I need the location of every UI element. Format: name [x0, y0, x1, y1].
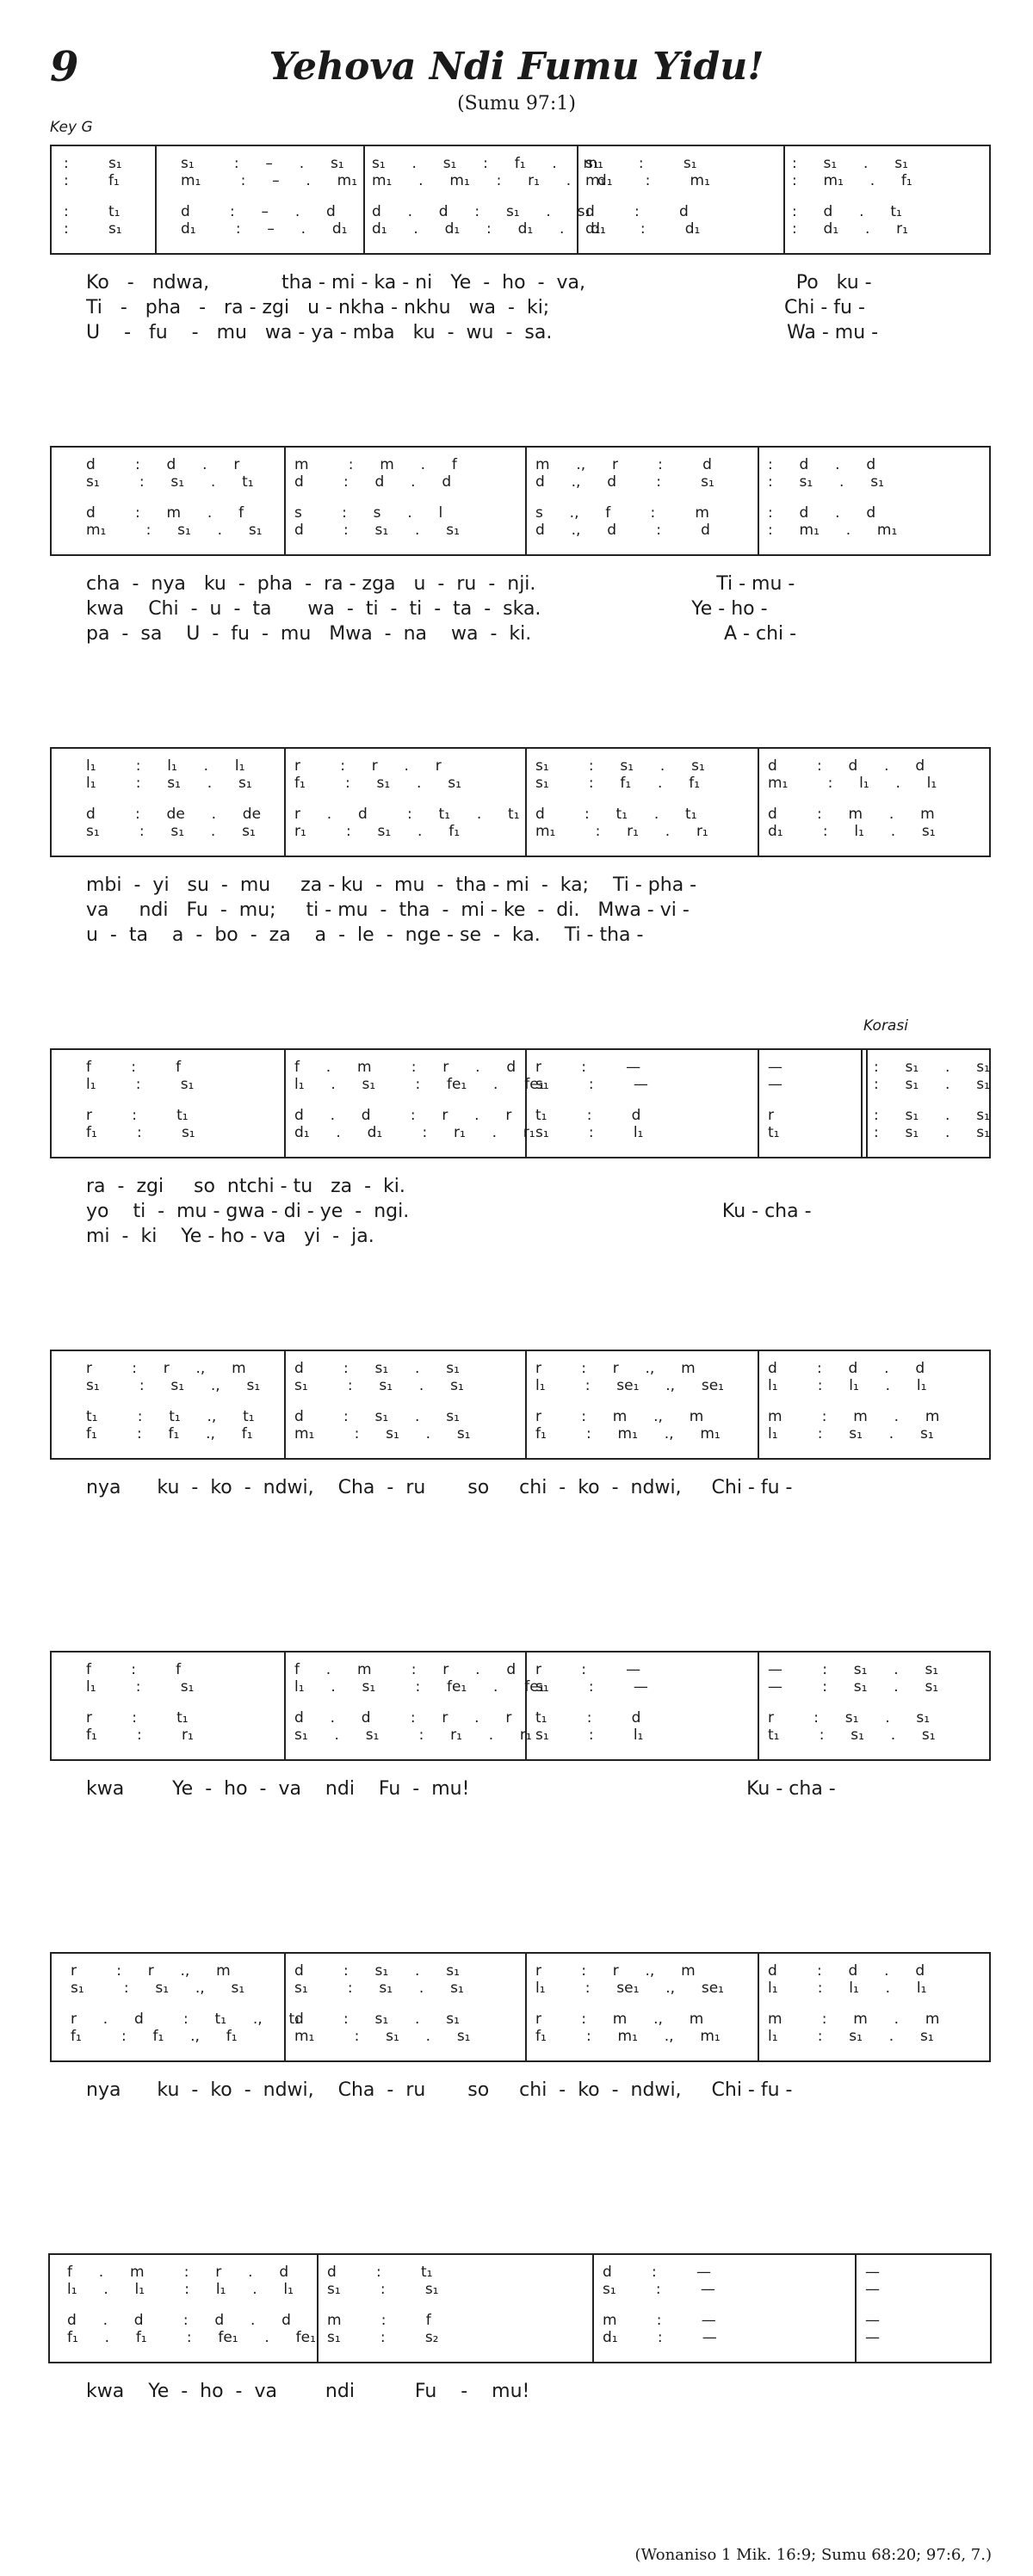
- music-system: [50, 747, 991, 857]
- note-row: [52, 1377, 989, 1398]
- note-group: d₁ : —: [603, 2329, 717, 2346]
- note-group: m ., r : d: [535, 456, 712, 473]
- note-group: —: [865, 2264, 880, 2281]
- note-group: s₁ : s₁ . s₁: [86, 823, 256, 840]
- lyric-text: Ko - ndwa, tha - mi - ka - ni Ye - ho - va, Po ku -: [86, 272, 872, 293]
- note-group: l₁ : s₁ . s₁: [768, 1425, 934, 1442]
- lyric-line: [86, 1778, 999, 1804]
- note-group: : s₁ . s₁: [874, 1059, 990, 1076]
- note-group: : d . d: [768, 456, 876, 473]
- note-group: l₁ : se₁ ., se₁: [535, 1377, 724, 1394]
- note-row: [52, 473, 989, 494]
- note-group: m : m . m: [768, 2011, 940, 2028]
- note-group: r : t₁: [86, 1709, 189, 1727]
- note-group: : s₁: [64, 155, 122, 172]
- note-group: r : r ., m: [535, 1360, 696, 1377]
- note-group: s₁ : s₁ . t₁: [86, 473, 254, 491]
- note-group: r : —: [535, 1661, 641, 1678]
- lyric-text: nya ku - ko - ndwi, Cha - ru so chi - ko - ndwi, Chi - fu -: [86, 2079, 793, 2101]
- note-group: r : r ., m: [71, 1962, 231, 1980]
- note-group: d ., d : s₁: [535, 473, 714, 491]
- note-group: m : m . m: [768, 1408, 940, 1425]
- note-group: l₁ : l₁ . l₁: [768, 1377, 927, 1394]
- hymn-number: 9: [50, 43, 79, 91]
- note-row: [52, 1076, 989, 1096]
- note-group: d₁ : l₁ . s₁: [768, 823, 936, 840]
- note-group: : d₁ . r₁: [792, 220, 908, 238]
- lyric-text: kwa Chi - u - ta wa - ti - ti - ta - ska. Ye - ho -: [86, 598, 768, 620]
- lyric-line: [86, 1477, 999, 1503]
- note-group: d : d: [585, 203, 689, 220]
- music-system: [48, 2253, 992, 2363]
- lyric-text: mi - ki Ye - ho - va yi - ja.: [86, 1226, 374, 1247]
- key-signature: Key G: [50, 119, 93, 136]
- lyric-text: u - ta a - bo - za a - le - nge - se - ka. Ti - tha -: [86, 924, 644, 946]
- note-group: d : —: [603, 2264, 711, 2281]
- note-group: d : d . r: [86, 456, 240, 473]
- note-group: : t₁: [64, 203, 121, 220]
- note-group: : s₁ . s₁: [768, 473, 884, 491]
- note-group: d : s₁ . s₁: [294, 1360, 460, 1377]
- note-group: : s₁ . s₁: [874, 1076, 990, 1093]
- hymn-subtitle: (Sumu 97:1): [457, 93, 576, 114]
- note-row: [52, 220, 989, 241]
- note-group: d . d : r . r: [294, 1709, 512, 1727]
- note-group: s₁ : s₁ . s₁: [294, 1377, 464, 1394]
- lyric-text: U - fu - mu wa - ya - mba ku - wu - sa. Wa - mu -: [86, 322, 879, 343]
- note-group: t₁: [768, 1124, 780, 1141]
- note-group: m₁ : s₁ . s₁: [294, 1425, 471, 1442]
- lyric-text: Ti - pha - ra - zgi u - nkha - nkhu wa - ki; Chi - fu -: [86, 297, 865, 318]
- note-group: —: [865, 2281, 880, 2298]
- lyric-line: [86, 573, 999, 599]
- lyric-line: [86, 924, 999, 950]
- note-group: : d . t₁: [792, 203, 902, 220]
- lyric-line: [86, 874, 999, 900]
- lyric-line: [86, 623, 999, 649]
- note-group: r : r ., m: [535, 1962, 696, 1980]
- note-group: d : s₁ . s₁: [294, 2011, 460, 2028]
- note-group: m₁ : – . m₁: [181, 172, 358, 189]
- note-group: : d . d: [768, 504, 876, 522]
- note-group: m₁ : s₁ . s₁: [294, 2028, 471, 2045]
- note-group: d₁ . d₁ : r₁ . r₁: [294, 1124, 535, 1141]
- note-group: f : f: [86, 1059, 182, 1076]
- note-group: m₁ : l₁ . l₁: [768, 775, 937, 792]
- note-group: r . d : t₁ . t₁: [294, 806, 520, 823]
- lyric-text: ra - zgi so ntchi - tu za - ki.: [86, 1176, 405, 1197]
- lyric-text: cha - nya ku - pha - ra - zga u - ru - nji. Ti - mu -: [86, 573, 795, 595]
- note-group: —: [865, 2329, 880, 2346]
- note-group: d : d . d: [294, 473, 452, 491]
- note-group: s₁ : —: [603, 2281, 715, 2298]
- note-group: d . d : r . r: [294, 1107, 512, 1124]
- note-group: f₁ : f₁ ., f₁: [71, 2028, 238, 2045]
- lyric-text: pa - sa U - fu - mu Mwa - na wa - ki. A - chi -: [86, 623, 797, 645]
- note-group: — : s₁ . s₁: [768, 1678, 939, 1696]
- note-group: d : d . d: [768, 1360, 925, 1377]
- lyric-text: kwa Ye - ho - va ndi Fu - mu! Ku - cha -: [86, 1778, 836, 1800]
- note-group: — : s₁ . s₁: [768, 1661, 939, 1678]
- note-group: t₁ : t₁ ., t₁: [86, 1408, 255, 1425]
- note-group: s₁ : s₂: [327, 2329, 439, 2346]
- note-group: s₁ : f₁ . f₁: [535, 775, 701, 792]
- note-group: s ., f : m: [535, 504, 709, 522]
- note-group: r . d : t₁ ., t₁: [71, 2011, 300, 2028]
- note-group: s₁ . s₁ : f₁ . m₁: [372, 155, 603, 172]
- lyric-line: [86, 1226, 999, 1251]
- note-group: l₁ : s₁: [86, 1678, 195, 1696]
- note-group: m₁ : r₁ . r₁: [535, 823, 708, 840]
- note-group: : s₁: [64, 220, 122, 238]
- note-group: f₁ : f₁ ., f₁: [86, 1425, 253, 1442]
- lyric-line: [86, 2381, 999, 2406]
- note-group: s₁ : s₁ ., s₁: [86, 1377, 261, 1394]
- note-row: [52, 1678, 989, 1699]
- note-group: l₁ : se₁ ., se₁: [535, 1980, 724, 1997]
- note-group: t₁ : s₁ . s₁: [768, 1727, 936, 1744]
- note-row: [52, 823, 989, 843]
- hymn-title: Yehova Ndi Fumu Yidu!: [269, 45, 764, 89]
- note-group: f₁ : r₁: [86, 1727, 194, 1744]
- note-row: [50, 2281, 990, 2301]
- note-group: l₁ : s₁: [86, 1076, 195, 1093]
- note-group: d : t₁ . t₁: [535, 806, 697, 823]
- note-row: [52, 1425, 989, 1446]
- note-group: l₁ : l₁ . l₁: [768, 1980, 927, 1997]
- note-group: m₁ . m₁ : r₁ . d₁: [372, 172, 613, 189]
- note-group: s₁ : – . s₁: [181, 155, 344, 172]
- note-group: l₁ : s₁ . s₁: [768, 2028, 934, 2045]
- note-group: : s₁ . s₁: [874, 1107, 990, 1124]
- note-group: l₁ : s₁ . s₁: [86, 775, 252, 792]
- note-group: m₁ : s₁ . s₁: [86, 522, 263, 539]
- note-group: s₁ : s₁: [585, 155, 697, 172]
- note-group: s₁ : —: [535, 1678, 648, 1696]
- lyric-line: [86, 1201, 999, 1226]
- note-group: r : t₁: [86, 1107, 189, 1124]
- note-group: r : —: [535, 1059, 641, 1076]
- lyric-line: [86, 297, 999, 323]
- lyric-text: va ndi Fu - mu; ti - mu - tha - mi - ke - di. Mwa - vi -: [86, 899, 690, 921]
- music-system: [50, 145, 991, 255]
- note-group: s₁ : l₁: [535, 1124, 644, 1141]
- note-group: f₁ : m₁ ., m₁: [535, 2028, 721, 2045]
- note-group: r : r . r: [294, 757, 442, 775]
- note-group: : m₁ . m₁: [768, 522, 898, 539]
- lyric-line: [86, 322, 999, 348]
- note-group: s₁ : l₁: [535, 1727, 644, 1744]
- note-group: d : s₁ . s₁: [294, 522, 460, 539]
- note-group: f : f: [86, 1661, 182, 1678]
- note-row: [52, 522, 989, 542]
- lyric-line: [86, 1176, 999, 1202]
- note-group: t₁ : d: [535, 1107, 641, 1124]
- note-group: r : s₁ . s₁: [768, 1709, 931, 1727]
- music-system: [50, 1651, 991, 1761]
- note-row: [52, 1124, 989, 1145]
- note-group: f . m : r . d: [294, 1059, 516, 1076]
- lyric-line: [86, 899, 999, 925]
- note-group: f₁ : s₁ . s₁: [294, 775, 461, 792]
- note-group: t₁ : d: [535, 1709, 641, 1727]
- note-group: : f₁: [64, 172, 120, 189]
- note-group: d ., d : d: [535, 522, 710, 539]
- music-system: [50, 1350, 991, 1460]
- note-group: s₁ : —: [535, 1076, 648, 1093]
- note-group: l₁ . s₁ : fe₁ . fe₁: [294, 1076, 545, 1093]
- lyric-text: yo ti - mu - gwa - di - ye - ngi. Ku - cha -: [86, 1201, 812, 1222]
- note-row: [52, 2028, 989, 2048]
- note-group: : m₁ . f₁: [792, 172, 912, 189]
- scripture-reference: (Wonaniso 1 Mik. 16:9; Sumu 68:20; 97:6, 7.): [634, 2546, 992, 2564]
- note-group: r : r ., m: [86, 1360, 246, 1377]
- note-group: f₁ : s₁: [86, 1124, 195, 1141]
- music-system: [50, 1048, 991, 1158]
- note-group: s : s . l: [294, 504, 443, 522]
- note-group: d₁ . d₁ : d₁ . d₁: [372, 220, 606, 238]
- note-group: s₁ : s₁ . s₁: [294, 1980, 464, 1997]
- music-system: [50, 1952, 991, 2062]
- note-group: f₁ : m₁ ., m₁: [535, 1425, 721, 1442]
- lyric-text: nya ku - ko - ndwi, Cha - ru so chi - ko - ndwi, Chi - fu -: [86, 1477, 793, 1498]
- note-group: s₁ : s₁ ., s₁: [71, 1980, 245, 1997]
- note-group: l₁ : l₁ . l₁: [86, 757, 245, 775]
- note-group: m : —: [603, 2312, 716, 2329]
- chorus-label: Korasi: [863, 1017, 908, 1035]
- note-group: m₁ : m₁: [585, 172, 710, 189]
- lyric-text: mbi - yi su - mu za - ku - mu - tha - mi - ka; Ti - pha -: [86, 874, 697, 896]
- note-group: s₁ : s₁ . s₁: [535, 757, 705, 775]
- note-group: d : d . d: [768, 757, 925, 775]
- note-group: d₁ : d₁: [585, 220, 701, 238]
- note-group: r : m ., m: [535, 1408, 704, 1425]
- note-group: : s₁ . s₁: [792, 155, 908, 172]
- note-group: s₁ . s₁ : r₁ . r₁: [294, 1727, 532, 1744]
- note-group: —: [768, 1076, 782, 1093]
- lyric-text: kwa Ye - ho - va ndi Fu - mu!: [86, 2381, 530, 2402]
- lyric-line: [86, 598, 999, 624]
- note-group: d : t₁: [327, 2264, 433, 2281]
- note-group: r : m ., m: [535, 2011, 704, 2028]
- note-group: l₁ . s₁ : fe₁ . fe₁: [294, 1678, 545, 1696]
- note-group: d : – . d: [181, 203, 336, 220]
- note-group: d : s₁ . s₁: [294, 1962, 460, 1980]
- music-system: [50, 446, 991, 556]
- note-row: [52, 172, 989, 193]
- note-group: f . m : r . d: [67, 2264, 289, 2281]
- lyric-line: [86, 272, 999, 298]
- note-group: —: [865, 2312, 880, 2329]
- note-group: m : m . f: [294, 456, 457, 473]
- note-group: d . d : s₁ . s₁: [372, 203, 591, 220]
- note-group: d : m . m: [768, 806, 935, 823]
- lyric-line: [86, 2079, 999, 2105]
- note-row: [52, 1727, 989, 1747]
- note-row: [50, 2329, 990, 2350]
- note-group: : s₁ . s₁: [874, 1124, 990, 1141]
- note-group: d : de . de: [86, 806, 262, 823]
- note-group: f . m : r . d: [294, 1661, 516, 1678]
- note-group: m : f: [327, 2312, 431, 2329]
- note-group: d . d : d . d: [67, 2312, 291, 2329]
- note-group: —: [768, 1059, 782, 1076]
- note-group: d : m . f: [86, 504, 244, 522]
- note-group: s₁ : s₁: [327, 2281, 439, 2298]
- note-row: [52, 775, 989, 795]
- note-group: l₁ . l₁ : l₁ . l₁: [67, 2281, 294, 2298]
- note-group: r₁ : s₁ . f₁: [294, 823, 461, 840]
- note-row: [52, 1980, 989, 2000]
- note-group: d : d . d: [768, 1962, 925, 1980]
- note-group: r: [768, 1107, 774, 1124]
- note-group: d₁ : – . d₁: [181, 220, 348, 238]
- note-group: f₁ . f₁ : fe₁ . fe₁: [67, 2329, 316, 2346]
- note-group: d : s₁ . s₁: [294, 1408, 460, 1425]
